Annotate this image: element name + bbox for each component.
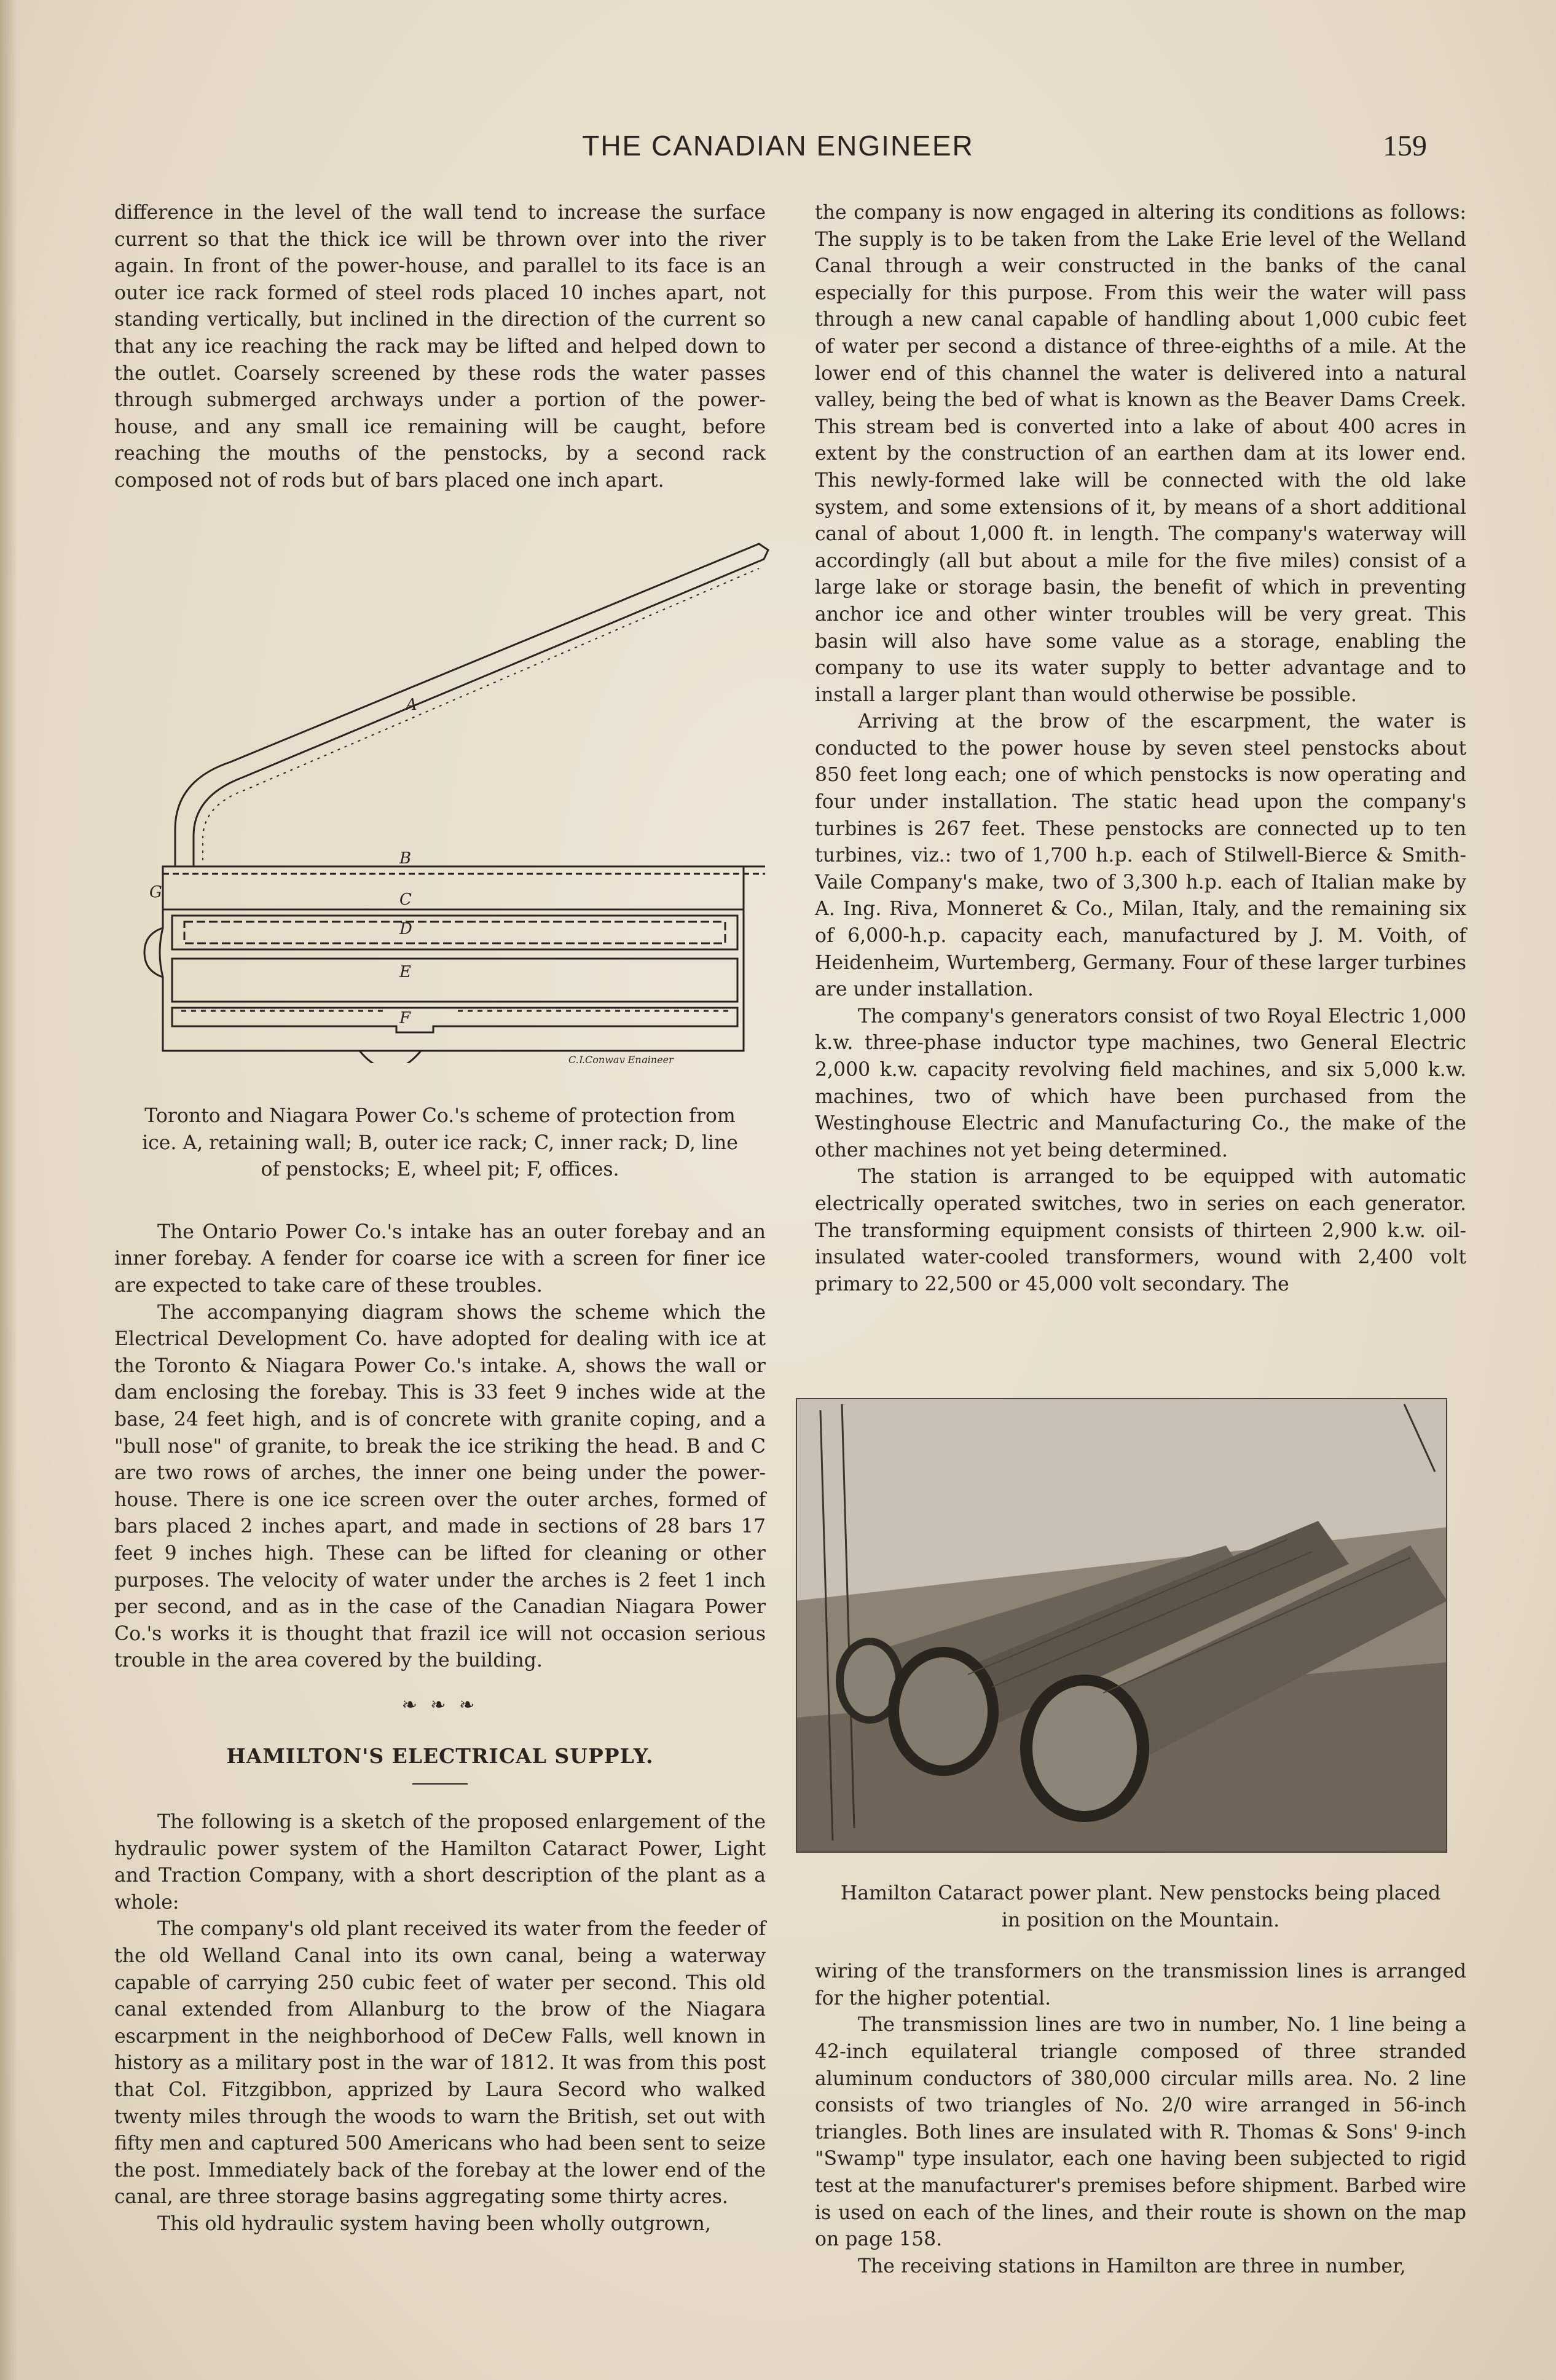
label-c: C [399,890,412,909]
paragraph: wiring of the transformers on the transmission lines is arranged for the higher potential. [815,1960,1466,2009]
paragraph: The following is a sketch of the proposed enlargement of the hydraulic power system of the Hamilton Cataract Power, Light and Traction Company, with a short description of the plant as a whole: [114,1811,766,1914]
paragraph: The Ontario Power Co.'s intake has an outer forebay and an inner forebay. A fender for coarse ice with a screen for finer ice are expected to take care of these troubles. [114,1220,766,1297]
section-ornament: ❧ ❧ ❧ [401,1694,479,1716]
label-g: G [149,883,162,901]
paragraph: difference in the level of the wall tend to increase the surface current so that the thick ice will be thrown over into the river again. In front of the power-house, and parallel to its face is an outer ice rack formed of steel rods placed 10 inches apart, not standing vertically, but inclined in the direction of the current so that any ice reaching the rack may be lifted and helped down to the outlet. Coarsely screened by these rods the water passes through submerged archways under a portion of the power-house, and any small ice remaining will be caught, before reaching the mouths of the penstocks, by a second rack composed not of rods but of bars placed one inch apart. [114,202,766,492]
label-b: B [399,849,412,868]
figure-caption: Toronto and Niagara Power Co.'s scheme of protection from ice. A, retaining wall; B, outer ice rack; C, inner rack; D, line of penstocks; E, wheel pit; F, offices. [142,1105,738,1181]
label-f: F [399,1009,411,1027]
running-header: THE CANADIAN ENGINEER [582,130,974,162]
right-column-top [815,200,1466,1298]
draftsman-signature: C.J.Conway Engineer [568,1054,674,1063]
paragraph: Arriving at the brow of the escarpment, the water is conducted to the power house by seven steel penstocks about 850 feet long each; one of which penstocks is now operating and four under installation. The static head upon the company's turbines is 267 feet. These penstocks are connected up to ten turbines, viz.: two of 1,700 h.p. each of Stilwell-Bierce & Smith-Vaile Company's make, two of 3,300 h.p. each of Italian make by A. Ing. Riva, Monneret & Co., Milan, Italy, and the remaining six of 6,000-h.p. capacity each, manufactured by J. M. Voith, of Heidenheim, Wurtemberg, Germany. Four of these larger turbines are under installation. [815,710,1466,1001]
ice-protection-diagram [126,535,777,1063]
label-a: A [406,696,417,714]
page-number: 159 [1383,130,1427,162]
photo-caption: Hamilton Cataract power plant. New penstocks being placed in position on the Mountain. [840,1882,1441,1931]
label-d: D [399,920,412,938]
paragraph: This old hydraulic system having been wholly outgrown, [157,2212,711,2235]
binding-shadow [0,0,17,2380]
paragraph: The company's generators consist of two Royal Electric 1,000 k.w. three-phase inductor type machines, two General Electric 2,000 k.w. capacity revolving field machines, and six 5,000 k.w. machines, two of which have been purchased from the Westinghouse Electric and Manufacturing Co., the make of the other machines not yet being determined. [815,1005,1466,1161]
paragraph: The station is arranged to be equipped with automatic electrically operated switches, two in series on each generator. The transforming equipment consists of thirteen 2,900 k.w. oil-insulated water-cooled transformers, wound with 2,400 volt primary to 22,500 or 45,000 volt secondary. The [815,1166,1466,1295]
label-e: E [399,963,411,981]
diagram-drawing [126,535,777,1063]
photo-border [796,1398,1447,1853]
section-heading: HAMILTON'S ELECTRICAL SUPPLY. [226,1744,654,1769]
paragraph: the company is now engaged in altering its conditions as follows: The supply is to be taken from the Lake Erie level of the Welland Canal through a weir constructed in the banks of the canal especially for this purpose. From this weir the water will pass through a new canal capable of handling about 1,000 cubic feet of water per second a distance of three-eighths of a mile. At the lower end of this channel the water is delivered into a natural valley, being the bed of what is known as the Beaver Dams Creek. This stream bed is converted into a lake of about 400 acres in extent by the construction of an earthen dam at its lower end. This newly-formed lake will be connected with the old lake system, and some extensions of it, by means of a short additional canal of about 1,000 ft. in length. The company's waterway will accordingly (all but about a mile for the five miles) consist of a large lake or storage basin, the benefit of which in preventing anchor ice and other winter troubles will be very great. This basin will also have some value as a storage, enabling the company to use its water supply to better advantage and to install a larger plant than would otherwise be possible. [815,202,1466,706]
left-column-top [114,200,766,495]
paragraph: The company's old plant received its water from the feeder of the old Welland Canal into its own canal, being a waterway capable of carrying 250 cubic feet of water per second. This old canal extended from Allanburg to the brow of the Niagara escarpment in the neighborhood of DeCew Falls, well known in history as a military post in the war of 1812. It was from this post that Col. Fitzgibbon, apprized by Laura Secord who walked twenty miles through the woods to warn the British, set out with fifty men and captured 500 Americans who had been sent to seize the post. Immediately back of the forebay at the lower end of the canal, are three storage basins aggregating some thirty acres. [114,1918,766,2209]
right-column-bottom [815,1880,1466,2280]
penstocks-photo [796,1398,1447,1853]
paragraph: The accompanying diagram shows the scheme which the Electrical Development Co. have adopted for dealing with ice at the Toronto & Niagara Power Co.'s intake. A, shows the wall or dam enclosing the forebay. This is 33 feet 9 inches wide at the base, 24 feet high, and is of concrete with granite coping, and a "bull nose" of granite, to break the ice striking the head. B and C are two rows of arches, the inner one being under the power-house. There is one ice screen over the outer arches, formed of bars placed 2 inches apart, and made in sections of 28 bars 17 feet 9 inches high. These can be lifted for cleaning or other purposes. The velocity of water under the arches is 2 feet 1 inch per second, and as in the case of the Canadian Niagara Power Co.'s works it is thought that frazil ice will not occasion serious trouble in the area covered by the building. [114,1301,766,1672]
paragraph: The receiving stations in Hamilton are three in number, [858,2255,1406,2277]
paragraph: The transmission lines are two in number, No. 1 line being a 42-inch equilateral triangle composed of three stranded aluminum conductors of 380,000 circular mills area. No. 2 line consists of two triangles of No. 2/0 wire arranged in 56-inch triangles. Both lines are insulated with R. Thomas & Sons' 9-inch "Swamp" type insulator, each one having been subjected to rigid test at the manufacturer's premises before shipment. Barbed wire is used on each of the lines, and their route is shown on the map on page 158. [815,2014,1466,2251]
left-column-bottom [114,1103,766,2238]
